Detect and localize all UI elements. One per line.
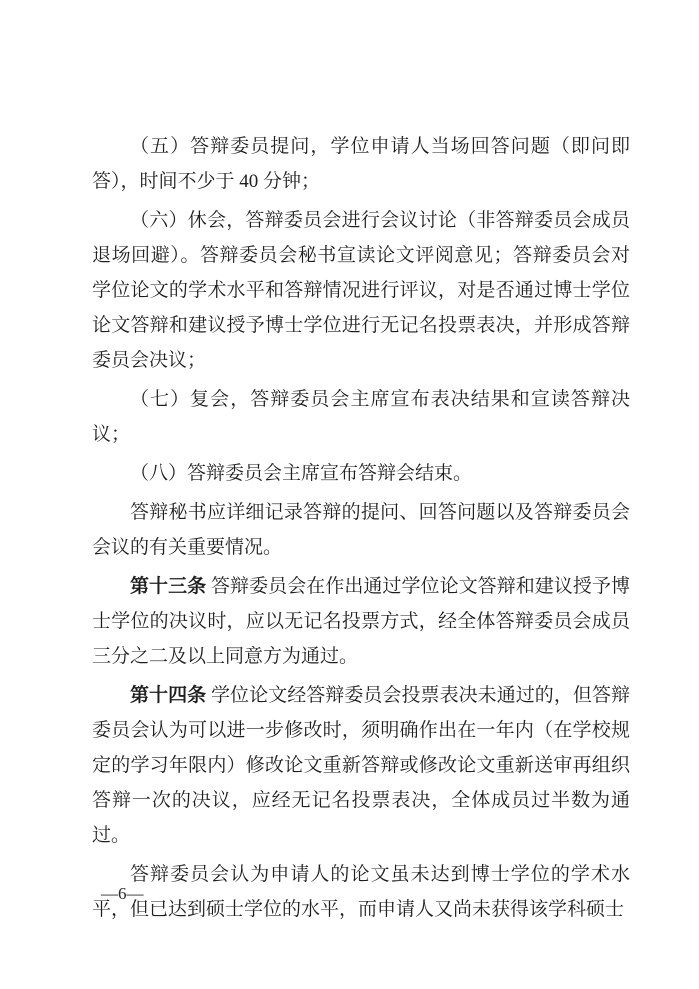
article-number-bold: 第十三条 bbox=[130, 576, 207, 597]
paragraph-article-14 bbox=[92, 678, 630, 853]
paragraph-text: （八）答辩委员会主席宣布答辩会结束。 bbox=[130, 463, 473, 484]
paragraph-continuation bbox=[92, 857, 630, 927]
page-number: —6— bbox=[101, 884, 144, 903]
paragraph-secretary-note bbox=[92, 495, 630, 565]
paragraph-text: （五）答辩委员提问，学位申请人当场回答问题（即问即答），时间不少于 40 分钟； bbox=[92, 136, 630, 192]
paragraph-text: （七）复会，答辩委员会主席宣布表决结果和宣读答辩决议； bbox=[92, 389, 630, 445]
paragraph-item-6 bbox=[92, 203, 630, 378]
paragraph-text: 答辩秘书应详细记录答辩的提问、回答问题以及答辩委员会会议的有关重要情况。 bbox=[92, 502, 630, 558]
paragraph-text: 答辩委员会在作出通过学位论文答辩和建议授予博士学位的决议时，应以无记名投票方式，经全体答辩委员会成员三分之二及以上同意方为通过。 bbox=[92, 576, 630, 667]
paragraph-text: 答辩委员会认为申请人的论文虽未达到博士学位的学术水平，但已达到硕士学位的水平，而申请人又尚未获得该学科硕士 bbox=[92, 864, 630, 920]
paragraph-item-5 bbox=[92, 129, 630, 199]
paragraph-item-8 bbox=[92, 456, 630, 491]
paragraph-item-7 bbox=[92, 382, 630, 452]
paragraph-text: 学位论文经答辩委员会投票表决未通过的，但答辩委员会认为可以进一步修改时，须明确作出在一年内（在学校规定的学习年限内）修改论文重新答辩或修改论文重新送审再组织答辩一次的决议，应经无记名投票表决，全体成员过半数为通过。 bbox=[92, 685, 630, 846]
document-content bbox=[92, 129, 630, 931]
paragraph-text: （六）休会，答辩委员会进行会议讨论（非答辩委员会成员退场回避）。答辩委员会秘书宣读论文评阅意见；答辩委员会对学位论文的学术水平和答辩情况进行评议，对是否通过博士学位论文答辩和建议授予博士学位进行无记名投票表决，并形成答辩委员会决议； bbox=[92, 210, 630, 371]
article-number-bold: 第十四条 bbox=[130, 685, 207, 706]
paragraph-article-13 bbox=[92, 569, 630, 674]
